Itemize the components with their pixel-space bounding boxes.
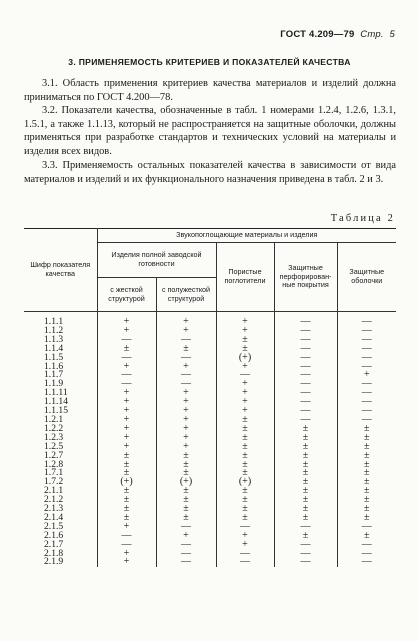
row-mark: + bbox=[97, 416, 156, 425]
row-mark: ± bbox=[97, 487, 156, 496]
row-code: 1.1.9 bbox=[24, 380, 97, 389]
row-mark: — bbox=[274, 363, 337, 372]
row-code: 1.2.1 bbox=[24, 416, 97, 425]
table-row bbox=[24, 345, 396, 354]
row-mark: ± bbox=[216, 505, 274, 514]
table-row bbox=[24, 363, 396, 372]
row-mark: + bbox=[97, 443, 156, 452]
row-mark: — bbox=[274, 380, 337, 389]
row-mark: — bbox=[274, 312, 337, 327]
row-mark: ± bbox=[97, 505, 156, 514]
row-mark: ± bbox=[274, 434, 337, 443]
table-row bbox=[24, 541, 396, 550]
table-row bbox=[24, 389, 396, 398]
row-code: 1.2.8 bbox=[24, 461, 97, 470]
table-row bbox=[24, 558, 396, 567]
row-mark: + bbox=[156, 312, 216, 327]
row-mark: — bbox=[156, 550, 216, 559]
page-number: 5 bbox=[389, 29, 395, 40]
row-mark: + bbox=[216, 389, 274, 398]
row-mark: — bbox=[156, 558, 216, 567]
row-mark: — bbox=[156, 380, 216, 389]
row-mark: + bbox=[216, 312, 274, 327]
table-body bbox=[24, 312, 396, 568]
row-mark: — bbox=[97, 532, 156, 541]
row-mark: — bbox=[274, 389, 337, 398]
table-row bbox=[24, 523, 396, 532]
row-mark: — bbox=[274, 371, 337, 380]
row-mark: ± bbox=[274, 532, 337, 541]
row-mark: ± bbox=[216, 452, 274, 461]
row-mark: + bbox=[156, 398, 216, 407]
row-mark: — bbox=[156, 336, 216, 345]
row-mark: — bbox=[216, 550, 274, 559]
row-mark: + bbox=[97, 523, 156, 532]
row-mark: + bbox=[156, 363, 216, 372]
row-mark: — bbox=[337, 312, 396, 327]
row-mark: ± bbox=[216, 434, 274, 443]
header-shells: Защитные оболочки bbox=[337, 243, 396, 312]
row-mark: ± bbox=[156, 452, 216, 461]
row-mark: ± bbox=[337, 452, 396, 461]
paragraph-3-3: 3.3. Применяемость остальных показателей качества в зависимости от вида материалов и изделий и их функционального назначения приведена в табл. 2 и 3. bbox=[24, 160, 396, 185]
row-mark: — bbox=[337, 336, 396, 345]
row-mark: — bbox=[337, 345, 396, 354]
table-row bbox=[24, 478, 396, 487]
row-mark: + bbox=[156, 416, 216, 425]
row-mark: + bbox=[216, 541, 274, 550]
row-mark: — bbox=[97, 336, 156, 345]
row-code: 1.2.5 bbox=[24, 443, 97, 452]
row-mark: + bbox=[97, 407, 156, 416]
header-semi-rigid: с полужесткой структурой bbox=[156, 278, 216, 312]
row-mark: — bbox=[97, 354, 156, 363]
row-mark: + bbox=[156, 407, 216, 416]
row-mark: — bbox=[216, 371, 274, 380]
row-mark: + bbox=[97, 327, 156, 336]
table-row bbox=[24, 550, 396, 559]
table-row bbox=[24, 312, 396, 327]
table-row bbox=[24, 469, 396, 478]
row-mark: (+) bbox=[216, 478, 274, 487]
row-mark: ± bbox=[216, 496, 274, 505]
row-mark: + bbox=[97, 425, 156, 434]
row-code: 1.1.4 bbox=[24, 345, 97, 354]
row-mark: ± bbox=[274, 461, 337, 470]
row-mark: + bbox=[97, 312, 156, 327]
row-code: 1.2.2 bbox=[24, 425, 97, 434]
row-mark: ± bbox=[337, 487, 396, 496]
table-row bbox=[24, 487, 396, 496]
row-mark: — bbox=[97, 371, 156, 380]
row-mark: + bbox=[156, 425, 216, 434]
row-mark: ± bbox=[274, 478, 337, 487]
row-mark: — bbox=[274, 523, 337, 532]
table-row bbox=[24, 336, 396, 345]
row-mark: ± bbox=[274, 487, 337, 496]
row-mark: ± bbox=[337, 425, 396, 434]
row-code: 2.1.1 bbox=[24, 487, 97, 496]
row-mark: (+) bbox=[156, 478, 216, 487]
row-code: 2.1.8 bbox=[24, 550, 97, 559]
row-mark: ± bbox=[97, 469, 156, 478]
table-row bbox=[24, 327, 396, 336]
row-mark: ± bbox=[156, 487, 216, 496]
row-mark: ± bbox=[97, 514, 156, 523]
row-mark: + bbox=[216, 363, 274, 372]
header-perforated: Защитные перфорирован-ные покрытия bbox=[274, 243, 337, 312]
row-mark: ± bbox=[337, 532, 396, 541]
row-mark: + bbox=[216, 398, 274, 407]
row-mark: + bbox=[97, 558, 156, 567]
header-full-ready: Изделия полной заводской готовности bbox=[97, 243, 216, 278]
row-mark: ± bbox=[274, 425, 337, 434]
row-mark: + bbox=[156, 327, 216, 336]
page-label: Стр. bbox=[360, 29, 384, 40]
row-mark: + bbox=[97, 550, 156, 559]
row-mark: ± bbox=[156, 461, 216, 470]
row-mark: ± bbox=[97, 461, 156, 470]
row-mark: — bbox=[337, 523, 396, 532]
paragraph-3-2: 3.2. Показатели качества, обозначенные в табл. 1 номерами 1.2.4, 1.2.6, 1.3.1, 1.5.1, а также 1.1.13, который не распространяется на защитные оболочки, должны применяться при разработке стандартов и технических условий на материалы и изделия всех видов. bbox=[24, 105, 396, 157]
row-mark: — bbox=[337, 363, 396, 372]
row-mark: ± bbox=[156, 505, 216, 514]
row-mark: — bbox=[274, 541, 337, 550]
row-mark: ± bbox=[337, 514, 396, 523]
row-mark: — bbox=[337, 407, 396, 416]
table-row bbox=[24, 505, 396, 514]
row-mark: ± bbox=[337, 443, 396, 452]
table-row bbox=[24, 461, 396, 470]
row-mark: — bbox=[216, 523, 274, 532]
row-mark: ± bbox=[156, 496, 216, 505]
row-mark: ± bbox=[337, 461, 396, 470]
row-mark: ± bbox=[97, 496, 156, 505]
row-code: 2.1.9 bbox=[24, 558, 97, 567]
row-mark: — bbox=[337, 327, 396, 336]
row-mark: — bbox=[337, 389, 396, 398]
row-mark: — bbox=[337, 558, 396, 567]
row-mark: — bbox=[274, 550, 337, 559]
row-mark: + bbox=[97, 398, 156, 407]
page-header bbox=[280, 29, 395, 40]
row-mark: — bbox=[97, 541, 156, 550]
row-mark: — bbox=[274, 327, 337, 336]
row-mark: — bbox=[156, 541, 216, 550]
row-code: 2.1.7 bbox=[24, 541, 97, 550]
section-title: 3. ПРИМЕНЯЕМОСТЬ КРИТЕРИЕВ И ПОКАЗАТЕЛЕЙ КАЧЕСТВА bbox=[68, 57, 351, 67]
table-row bbox=[24, 496, 396, 505]
table-row bbox=[24, 532, 396, 541]
paragraph-3-1: 3.1. Область применения критериев качества материалов и изделий должна приниматься по ГОСТ 4.200—78. bbox=[24, 78, 396, 103]
table-row bbox=[24, 380, 396, 389]
row-mark: ± bbox=[274, 496, 337, 505]
row-code: 1.2.3 bbox=[24, 434, 97, 443]
applicability-table bbox=[24, 228, 396, 567]
row-code: 2.1.4 bbox=[24, 514, 97, 523]
row-mark: ± bbox=[216, 487, 274, 496]
row-mark: ± bbox=[337, 505, 396, 514]
row-mark: ± bbox=[216, 514, 274, 523]
table-row bbox=[24, 407, 396, 416]
row-mark: ± bbox=[274, 514, 337, 523]
row-code: 2.1.5 bbox=[24, 523, 97, 532]
row-code: 1.1.3 bbox=[24, 336, 97, 345]
row-mark: ± bbox=[216, 425, 274, 434]
row-mark: ± bbox=[156, 514, 216, 523]
row-mark: — bbox=[274, 416, 337, 425]
row-mark: ± bbox=[156, 345, 216, 354]
row-mark: ± bbox=[216, 469, 274, 478]
row-mark: — bbox=[274, 398, 337, 407]
row-mark: + bbox=[97, 389, 156, 398]
doc-number: ГОСТ 4.209—79 bbox=[280, 29, 355, 40]
row-mark: ± bbox=[97, 345, 156, 354]
row-mark: — bbox=[337, 550, 396, 559]
row-mark: ± bbox=[156, 469, 216, 478]
row-mark: + bbox=[156, 443, 216, 452]
row-code: 1.1.1 bbox=[24, 312, 97, 327]
row-mark: ± bbox=[216, 336, 274, 345]
row-mark: + bbox=[156, 389, 216, 398]
row-code: 1.1.6 bbox=[24, 363, 97, 372]
table-caption: Таблица 2 bbox=[330, 213, 395, 224]
header-shifr: Шифр показателя качества bbox=[24, 229, 97, 312]
row-code: 1.1.15 bbox=[24, 407, 97, 416]
row-mark: — bbox=[337, 541, 396, 550]
row-code: 2.1.6 bbox=[24, 532, 97, 541]
row-code: 1.1.2 bbox=[24, 327, 97, 336]
row-mark: ± bbox=[274, 469, 337, 478]
row-mark: ± bbox=[216, 443, 274, 452]
table-row bbox=[24, 416, 396, 425]
row-mark: + bbox=[97, 434, 156, 443]
row-mark: — bbox=[156, 354, 216, 363]
row-mark: — bbox=[156, 371, 216, 380]
row-mark: + bbox=[216, 327, 274, 336]
row-mark: — bbox=[97, 380, 156, 389]
row-mark: — bbox=[274, 407, 337, 416]
row-mark: — bbox=[337, 380, 396, 389]
row-mark: (+) bbox=[97, 478, 156, 487]
row-mark: ± bbox=[337, 496, 396, 505]
row-mark: ± bbox=[274, 452, 337, 461]
row-code: 2.1.3 bbox=[24, 505, 97, 514]
row-mark: — bbox=[216, 558, 274, 567]
row-mark: (+) bbox=[216, 354, 274, 363]
row-code: 1.7.1 bbox=[24, 469, 97, 478]
row-mark: + bbox=[216, 380, 274, 389]
table-row bbox=[24, 434, 396, 443]
row-code: 1.7.2 bbox=[24, 478, 97, 487]
row-mark: — bbox=[274, 354, 337, 363]
row-mark: + bbox=[216, 532, 274, 541]
table-row bbox=[24, 425, 396, 434]
row-mark: ± bbox=[216, 461, 274, 470]
table-row bbox=[24, 354, 396, 363]
row-mark: — bbox=[156, 523, 216, 532]
row-mark: + bbox=[156, 532, 216, 541]
table-row bbox=[24, 398, 396, 407]
table-row bbox=[24, 452, 396, 461]
row-mark: — bbox=[337, 416, 396, 425]
row-code: 1.1.14 bbox=[24, 398, 97, 407]
row-code: 1.1.7 bbox=[24, 371, 97, 380]
row-mark: — bbox=[337, 398, 396, 407]
row-mark: ± bbox=[274, 443, 337, 452]
header-group: Звукопоглощающие материалы и изделия bbox=[97, 229, 396, 243]
row-mark: ± bbox=[337, 469, 396, 478]
row-mark: — bbox=[274, 345, 337, 354]
row-mark: — bbox=[337, 354, 396, 363]
row-mark: — bbox=[274, 558, 337, 567]
table-row bbox=[24, 371, 396, 380]
row-mark: + bbox=[216, 407, 274, 416]
row-mark: ± bbox=[274, 505, 337, 514]
row-mark: + bbox=[156, 434, 216, 443]
header-porous: Пористые поглотители bbox=[216, 243, 274, 312]
row-mark: ± bbox=[216, 416, 274, 425]
row-mark: ± bbox=[97, 452, 156, 461]
table-row bbox=[24, 443, 396, 452]
row-code: 2.1.2 bbox=[24, 496, 97, 505]
row-mark: + bbox=[97, 363, 156, 372]
row-mark: + bbox=[337, 371, 396, 380]
row-mark: ± bbox=[337, 434, 396, 443]
table-row bbox=[24, 514, 396, 523]
row-code: 1.1.5 bbox=[24, 354, 97, 363]
row-mark: — bbox=[274, 336, 337, 345]
row-code: 1.1.11 bbox=[24, 389, 97, 398]
header-rigid: с жесткой структурой bbox=[97, 278, 156, 312]
row-mark: ± bbox=[337, 478, 396, 487]
row-mark: ± bbox=[216, 345, 274, 354]
row-code: 1.2.7 bbox=[24, 452, 97, 461]
